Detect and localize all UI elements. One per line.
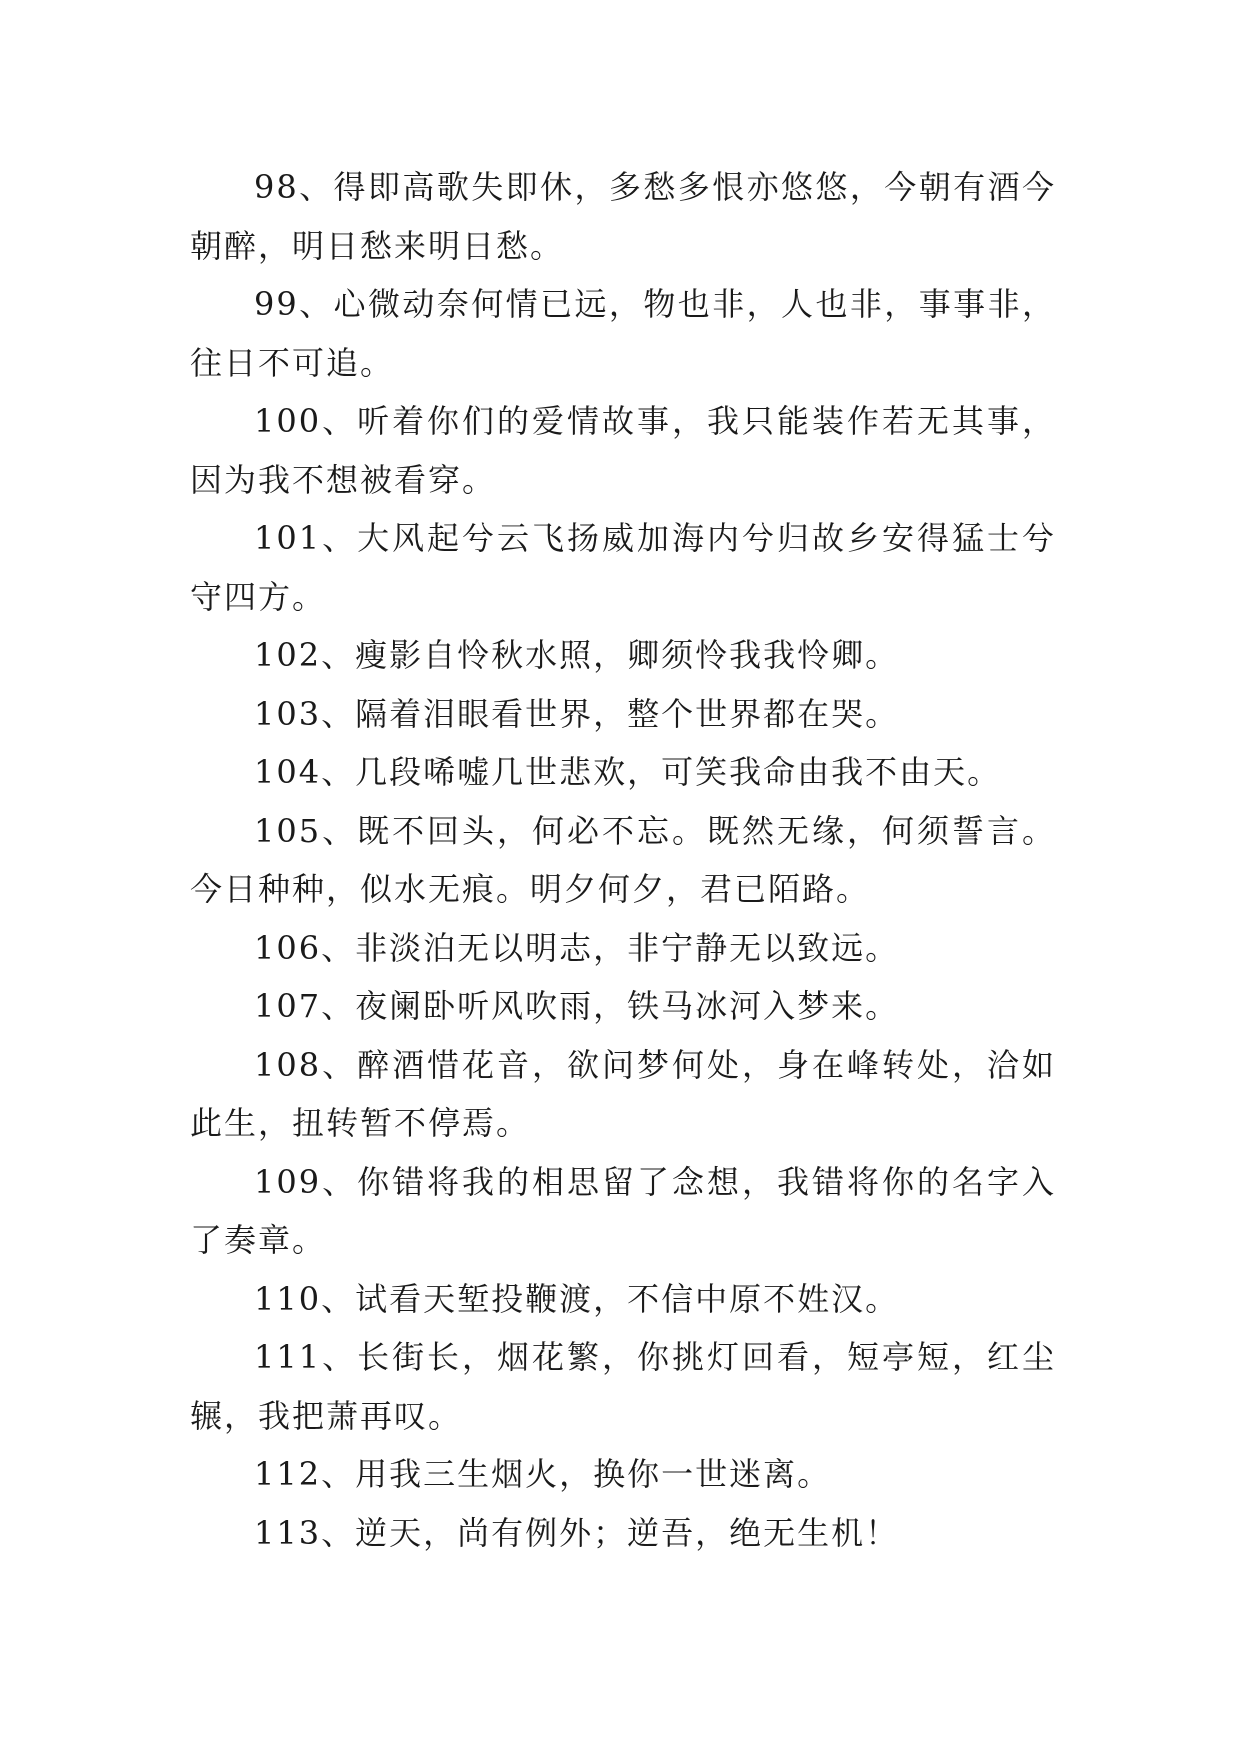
paragraph-110: 110、试看天堑投鞭渡，不信中原不姓汉。 [254, 1279, 900, 1318]
paragraph-98: 98、得即高歌失即休，多愁多恨亦悠悠，今朝有酒今朝醉，明日愁来明日愁。 [190, 168, 1056, 265]
paragraph-106: 106、非淡泊无以明志，非宁静无以致远。 [254, 928, 900, 967]
paragraph-107: 107、夜阑卧听风吹雨，铁马冰河入梦来。 [254, 987, 900, 1025]
paragraph-109: 109、你错将我的相思留了念想，我错将你的名字入了奏章。 [190, 1162, 1056, 1259]
paragraph-113: 113、逆天，尚有例外；逆吾，绝无生机！ [254, 1513, 900, 1552]
paragraph-101: 101、大风起兮云飞扬威加海内兮归故乡安得猛士兮守四方。 [190, 519, 1056, 616]
paragraph-111: 111、长街长，烟花繁，你挑灯回看，短亭短，红尘辗，我把萧再叹。 [190, 1338, 1056, 1435]
paragraph-108: 108、醉酒惜花音，欲问梦何处，身在峰转处，洽如此生，扭转暂不停焉。 [190, 1045, 1056, 1142]
paragraph-99: 99、心微动奈何情已远，物也非，人也非，事事非，往日不可追。 [190, 285, 1056, 382]
paragraph-100: 100、听着你们的爱情故事，我只能装作若无其事，因为我不想被看穿。 [190, 402, 1056, 499]
paragraph-102: 102、瘦影自怜秋水照，卿须怜我我怜卿。 [254, 636, 900, 674]
paragraph-103: 103、隔着泪眼看世界，整个世界都在哭。 [254, 694, 900, 733]
paragraph-105: 105、既不回头，何必不忘。既然无缘，何须誓言。今日种种，似水无痕。明夕何夕，君已陌路。 [190, 811, 1056, 908]
document-body [190, 158, 1056, 1562]
paragraph-104: 104、几段唏嘘几世悲欢，可笑我命由我不由天。 [254, 753, 1002, 791]
paragraph-112: 112、用我三生烟火，换你一世迷离。 [254, 1455, 832, 1493]
